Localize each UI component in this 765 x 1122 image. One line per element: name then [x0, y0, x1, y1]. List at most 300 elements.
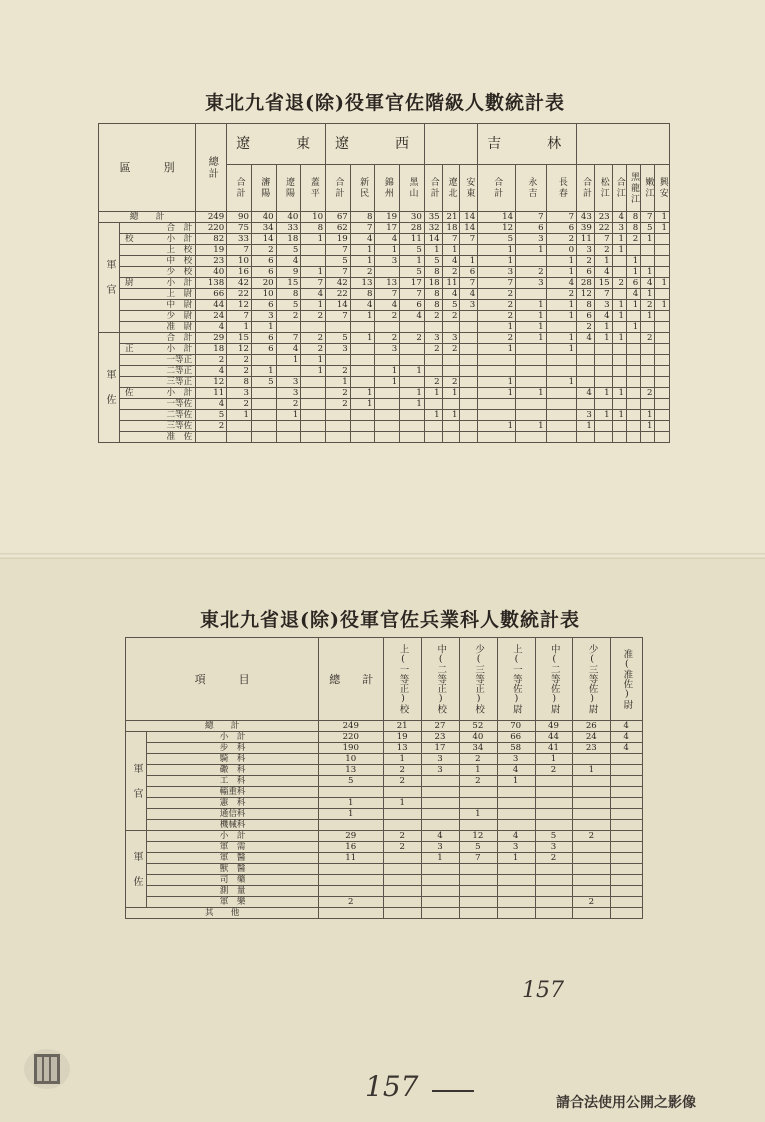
value-cell: 1	[655, 223, 670, 234]
value-cell: 18	[424, 278, 442, 289]
value-cell: 22	[227, 289, 252, 300]
value-cell	[460, 432, 478, 443]
value-cell: 32	[424, 223, 442, 234]
value-cell	[375, 267, 400, 278]
value-cell	[442, 322, 460, 333]
total-header: 總計	[196, 124, 227, 212]
value-cell: 2	[478, 289, 516, 300]
value-cell	[350, 366, 375, 377]
table1-row	[99, 388, 670, 399]
value-cell: 1	[319, 798, 384, 809]
value-cell	[301, 388, 326, 399]
value-cell: 5	[459, 842, 497, 853]
value-cell: 52	[459, 721, 497, 732]
value-cell: 3	[577, 410, 595, 421]
value-cell: 12	[577, 289, 595, 300]
value-cell: 4	[460, 289, 478, 300]
page-fold	[0, 553, 765, 559]
value-cell: 3	[276, 377, 301, 388]
value-cell	[612, 432, 626, 443]
row-label-text: 二等正	[166, 365, 193, 376]
value-cell	[276, 432, 301, 443]
value-cell	[497, 908, 535, 919]
value-cell: 14	[326, 300, 351, 311]
table2-row	[126, 798, 643, 809]
value-cell: 43	[577, 212, 595, 223]
value-cell	[301, 421, 326, 432]
table1-header-row	[99, 124, 670, 165]
value-cell: 1	[478, 377, 516, 388]
value-cell: 2	[384, 831, 422, 842]
value-cell: 12	[196, 377, 227, 388]
handwritten-page-number: 157	[522, 978, 564, 1003]
value-cell: 1	[400, 388, 425, 399]
usage-notice-stamp: 請合法使用公開之影像	[556, 1095, 696, 1111]
table2-row	[126, 853, 643, 864]
row-label	[120, 421, 196, 432]
value-cell: 6	[251, 300, 276, 311]
value-cell: 1	[612, 245, 626, 256]
row-label	[120, 366, 196, 377]
value-cell: 1	[641, 421, 655, 432]
table1-row	[99, 322, 670, 333]
value-cell: 33	[276, 223, 301, 234]
value-cell: 4	[350, 234, 375, 245]
value-cell	[641, 322, 655, 333]
value-cell	[655, 311, 670, 322]
row-label	[120, 388, 196, 399]
value-cell	[516, 366, 546, 377]
value-cell	[577, 377, 595, 388]
value-cell: 23	[594, 212, 612, 223]
value-cell: 2	[641, 300, 655, 311]
province-group-header: 遼 東	[227, 124, 326, 165]
province-subheader: 安東	[460, 165, 478, 212]
value-cell	[641, 344, 655, 355]
value-cell: 11	[400, 234, 425, 245]
value-cell: 3	[442, 333, 460, 344]
value-cell: 11	[196, 388, 227, 399]
handwritten-dash	[432, 1090, 474, 1092]
value-cell	[375, 432, 400, 443]
value-cell: 17	[400, 278, 425, 289]
row-label-text: 准 佐	[166, 431, 193, 442]
value-cell	[422, 875, 460, 886]
value-cell	[319, 875, 384, 886]
value-cell	[611, 842, 643, 853]
value-cell: 1	[516, 245, 546, 256]
value-cell	[535, 820, 573, 831]
value-cell	[611, 787, 643, 798]
value-cell: 2	[326, 399, 351, 410]
value-cell	[612, 366, 626, 377]
value-cell	[251, 421, 276, 432]
value-cell: 1	[400, 399, 425, 410]
value-cell	[611, 853, 643, 864]
row-label: 軍 醫	[147, 853, 319, 864]
row-label-text: 三等正	[166, 376, 193, 387]
value-cell	[594, 377, 612, 388]
value-cell: 58	[497, 743, 535, 754]
value-cell: 1	[375, 366, 400, 377]
value-cell: 7	[594, 234, 612, 245]
value-cell: 49	[535, 721, 573, 732]
table2-row	[126, 787, 643, 798]
value-cell: 7	[227, 311, 252, 322]
value-cell: 4	[276, 344, 301, 355]
value-cell: 7	[227, 245, 252, 256]
value-cell: 11	[442, 278, 460, 289]
value-cell: 3	[460, 300, 478, 311]
value-cell	[577, 432, 595, 443]
row-label-text: 合 計	[166, 332, 193, 343]
row-label	[120, 344, 196, 355]
value-cell: 10	[227, 256, 252, 267]
value-cell: 2	[227, 355, 252, 366]
value-cell	[626, 344, 640, 355]
province-subheader: 錦州	[375, 165, 400, 212]
value-cell: 1	[350, 333, 375, 344]
value-cell	[546, 388, 576, 399]
value-cell	[424, 421, 442, 432]
value-cell: 3	[326, 344, 351, 355]
value-cell: 66	[497, 732, 535, 743]
province-subheader: 永吉	[516, 165, 546, 212]
value-cell: 6	[577, 267, 595, 278]
value-cell: 5	[641, 223, 655, 234]
value-cell: 4	[577, 388, 595, 399]
value-cell	[400, 344, 425, 355]
province-group-header	[424, 124, 477, 165]
row-label: 其 他	[126, 908, 319, 919]
value-cell: 2	[424, 377, 442, 388]
value-cell	[611, 886, 643, 897]
value-cell: 4	[594, 311, 612, 322]
value-cell	[641, 377, 655, 388]
value-cell	[594, 399, 612, 410]
row-label: 獸 醫	[147, 864, 319, 875]
value-cell: 7	[326, 245, 351, 256]
value-cell: 27	[422, 721, 460, 732]
value-cell: 3	[227, 388, 252, 399]
rank-column-header: 少(三等佐)尉	[573, 638, 611, 721]
value-cell: 1	[641, 234, 655, 245]
row-label	[120, 311, 196, 322]
value-cell	[573, 853, 611, 864]
value-cell	[459, 798, 497, 809]
value-cell: 2	[577, 322, 595, 333]
value-cell: 1	[497, 853, 535, 864]
row-label-text: 小 計	[166, 233, 193, 244]
table1-row	[99, 399, 670, 410]
value-cell: 1	[573, 765, 611, 776]
row-label	[120, 333, 196, 344]
value-cell	[626, 355, 640, 366]
row-label-text: 小 計	[166, 387, 193, 398]
value-cell: 2	[384, 776, 422, 787]
value-cell	[301, 322, 326, 333]
province-subheader: 嫩江	[641, 165, 655, 212]
province-group-header: 吉 林	[478, 124, 577, 165]
value-cell: 3	[535, 842, 573, 853]
province-subheader: 遼陽	[276, 165, 301, 212]
value-cell	[594, 366, 612, 377]
value-cell	[319, 908, 384, 919]
value-cell: 7	[326, 311, 351, 322]
value-cell: 16	[319, 842, 384, 853]
row-label: 軍 需	[147, 842, 319, 853]
value-cell: 1	[546, 267, 576, 278]
subgroup-label: 正	[125, 343, 134, 354]
value-cell	[655, 245, 670, 256]
value-cell: 2	[276, 311, 301, 322]
value-cell: 1	[384, 754, 422, 765]
row-label	[120, 278, 196, 289]
row-label	[120, 300, 196, 311]
value-cell: 1	[655, 300, 670, 311]
table2-row	[126, 721, 643, 732]
value-cell: 1	[655, 212, 670, 223]
province-subheader: 合計	[577, 165, 595, 212]
table1-row	[99, 256, 670, 267]
value-cell: 1	[301, 267, 326, 278]
value-cell: 7	[442, 234, 460, 245]
value-cell: 1	[594, 256, 612, 267]
value-cell: 5	[424, 256, 442, 267]
value-cell: 29	[319, 831, 384, 842]
value-cell: 2	[424, 311, 442, 322]
province-subheader: 瀋陽	[251, 165, 276, 212]
value-cell	[497, 886, 535, 897]
value-cell: 7	[326, 267, 351, 278]
value-cell: 4	[301, 289, 326, 300]
value-cell	[546, 432, 576, 443]
value-cell	[655, 234, 670, 245]
value-cell	[612, 421, 626, 432]
value-cell	[611, 831, 643, 842]
value-cell: 249	[319, 721, 384, 732]
value-cell: 3	[516, 234, 546, 245]
province-subheader: 合計	[424, 165, 442, 212]
province-subheader: 興安	[655, 165, 670, 212]
value-cell	[326, 432, 351, 443]
value-cell	[594, 344, 612, 355]
value-cell: 1	[546, 300, 576, 311]
value-cell: 4	[611, 743, 643, 754]
value-cell: 2	[535, 765, 573, 776]
value-cell	[459, 875, 497, 886]
value-cell: 26	[573, 721, 611, 732]
row-label: 騎 科	[147, 754, 319, 765]
value-cell: 6	[251, 333, 276, 344]
value-cell: 40	[196, 267, 227, 278]
value-cell: 4	[594, 267, 612, 278]
value-cell	[535, 776, 573, 787]
value-cell: 34	[251, 223, 276, 234]
value-cell: 2	[227, 366, 252, 377]
value-cell: 40	[459, 732, 497, 743]
value-cell: 7	[375, 289, 400, 300]
value-cell	[573, 886, 611, 897]
table1-row	[99, 344, 670, 355]
value-cell: 1	[577, 421, 595, 432]
value-cell: 15	[227, 333, 252, 344]
value-cell: 1	[276, 355, 301, 366]
table2-row	[126, 842, 643, 853]
value-cell: 8	[350, 212, 375, 223]
table1-row	[99, 366, 670, 377]
value-cell: 33	[227, 234, 252, 245]
value-cell: 10	[319, 754, 384, 765]
value-cell: 4	[422, 831, 460, 842]
value-cell: 1	[478, 421, 516, 432]
value-cell	[535, 908, 573, 919]
value-cell: 6	[516, 223, 546, 234]
group-label-jun: 軍 官	[99, 223, 120, 333]
value-cell: 75	[227, 223, 252, 234]
value-cell	[535, 809, 573, 820]
value-cell: 1	[594, 322, 612, 333]
value-cell: 1	[276, 410, 301, 421]
value-cell: 8	[577, 300, 595, 311]
rank-column-header: 少(三等正)校	[459, 638, 497, 721]
value-cell: 1	[612, 300, 626, 311]
value-cell	[251, 399, 276, 410]
value-cell: 2	[326, 388, 351, 399]
value-cell: 5	[400, 245, 425, 256]
value-cell: 1	[319, 809, 384, 820]
table1-row	[99, 300, 670, 311]
value-cell	[573, 787, 611, 798]
value-cell: 1	[612, 311, 626, 322]
value-cell	[301, 410, 326, 421]
value-cell: 2	[384, 765, 422, 776]
value-cell: 1	[227, 410, 252, 421]
row-label-text: 中 尉	[166, 299, 193, 310]
table1-row	[99, 421, 670, 432]
value-cell: 13	[384, 743, 422, 754]
rank-column-header: 上(一等正)校	[384, 638, 422, 721]
value-cell	[577, 355, 595, 366]
province-subheader: 黑龍江	[626, 165, 640, 212]
value-cell	[459, 897, 497, 908]
value-cell	[611, 820, 643, 831]
value-cell	[626, 245, 640, 256]
row-label-text: 准 尉	[166, 321, 193, 332]
value-cell: 4	[350, 300, 375, 311]
value-cell: 8	[350, 289, 375, 300]
value-cell: 8	[424, 267, 442, 278]
value-cell: 17	[422, 743, 460, 754]
province-subheader: 合計	[478, 165, 516, 212]
value-cell: 5	[196, 410, 227, 421]
value-cell: 5	[251, 377, 276, 388]
value-cell	[251, 388, 276, 399]
value-cell: 2	[478, 300, 516, 311]
value-cell	[535, 875, 573, 886]
value-cell	[460, 399, 478, 410]
value-cell	[626, 366, 640, 377]
region-label: 區 別	[99, 124, 196, 212]
value-cell: 1	[301, 366, 326, 377]
row-label: 司 藥	[147, 875, 319, 886]
value-cell: 1	[350, 388, 375, 399]
value-cell: 1	[626, 300, 640, 311]
archive-logo-icon	[22, 1046, 72, 1092]
value-cell	[400, 432, 425, 443]
value-cell	[577, 344, 595, 355]
value-cell: 5	[535, 831, 573, 842]
value-cell	[655, 399, 670, 410]
table2-row	[126, 732, 643, 743]
value-cell: 220	[196, 223, 227, 234]
row-label-text: 小 計	[166, 343, 193, 354]
value-cell	[594, 432, 612, 443]
value-cell: 35	[424, 212, 442, 223]
value-cell	[350, 344, 375, 355]
value-cell: 14	[460, 223, 478, 234]
value-cell	[573, 842, 611, 853]
value-cell	[460, 421, 478, 432]
value-cell: 2	[478, 311, 516, 322]
value-cell: 2	[573, 831, 611, 842]
subgroup-label: 校	[125, 233, 134, 244]
value-cell	[227, 421, 252, 432]
value-cell	[442, 366, 460, 377]
value-cell	[276, 421, 301, 432]
value-cell	[350, 355, 375, 366]
value-cell	[384, 875, 422, 886]
value-cell	[516, 289, 546, 300]
value-cell: 2	[301, 311, 326, 322]
value-cell	[400, 322, 425, 333]
value-cell	[655, 344, 670, 355]
row-label	[120, 377, 196, 388]
value-cell	[573, 864, 611, 875]
value-cell: 4	[375, 234, 400, 245]
table2-row	[126, 809, 643, 820]
value-cell	[301, 377, 326, 388]
value-cell: 1	[350, 399, 375, 410]
value-cell: 12	[459, 831, 497, 842]
table1-row	[99, 377, 670, 388]
value-cell: 18	[276, 234, 301, 245]
value-cell: 66	[196, 289, 227, 300]
value-cell: 1	[516, 300, 546, 311]
table1-row	[99, 289, 670, 300]
value-cell: 2	[301, 333, 326, 344]
value-cell: 220	[319, 732, 384, 743]
value-cell	[384, 886, 422, 897]
value-cell: 19	[375, 212, 400, 223]
row-label: 通信科	[147, 809, 319, 820]
value-cell	[478, 366, 516, 377]
value-cell	[460, 388, 478, 399]
row-label	[120, 256, 196, 267]
value-cell: 1	[459, 809, 497, 820]
value-cell: 2	[350, 267, 375, 278]
table2-row	[126, 765, 643, 776]
value-cell	[384, 820, 422, 831]
value-cell: 18	[442, 223, 460, 234]
value-cell: 1	[626, 267, 640, 278]
value-cell	[459, 820, 497, 831]
value-cell	[516, 410, 546, 421]
value-cell	[577, 399, 595, 410]
value-cell: 15	[594, 278, 612, 289]
value-cell: 42	[227, 278, 252, 289]
rank-statistics-table	[98, 123, 670, 443]
